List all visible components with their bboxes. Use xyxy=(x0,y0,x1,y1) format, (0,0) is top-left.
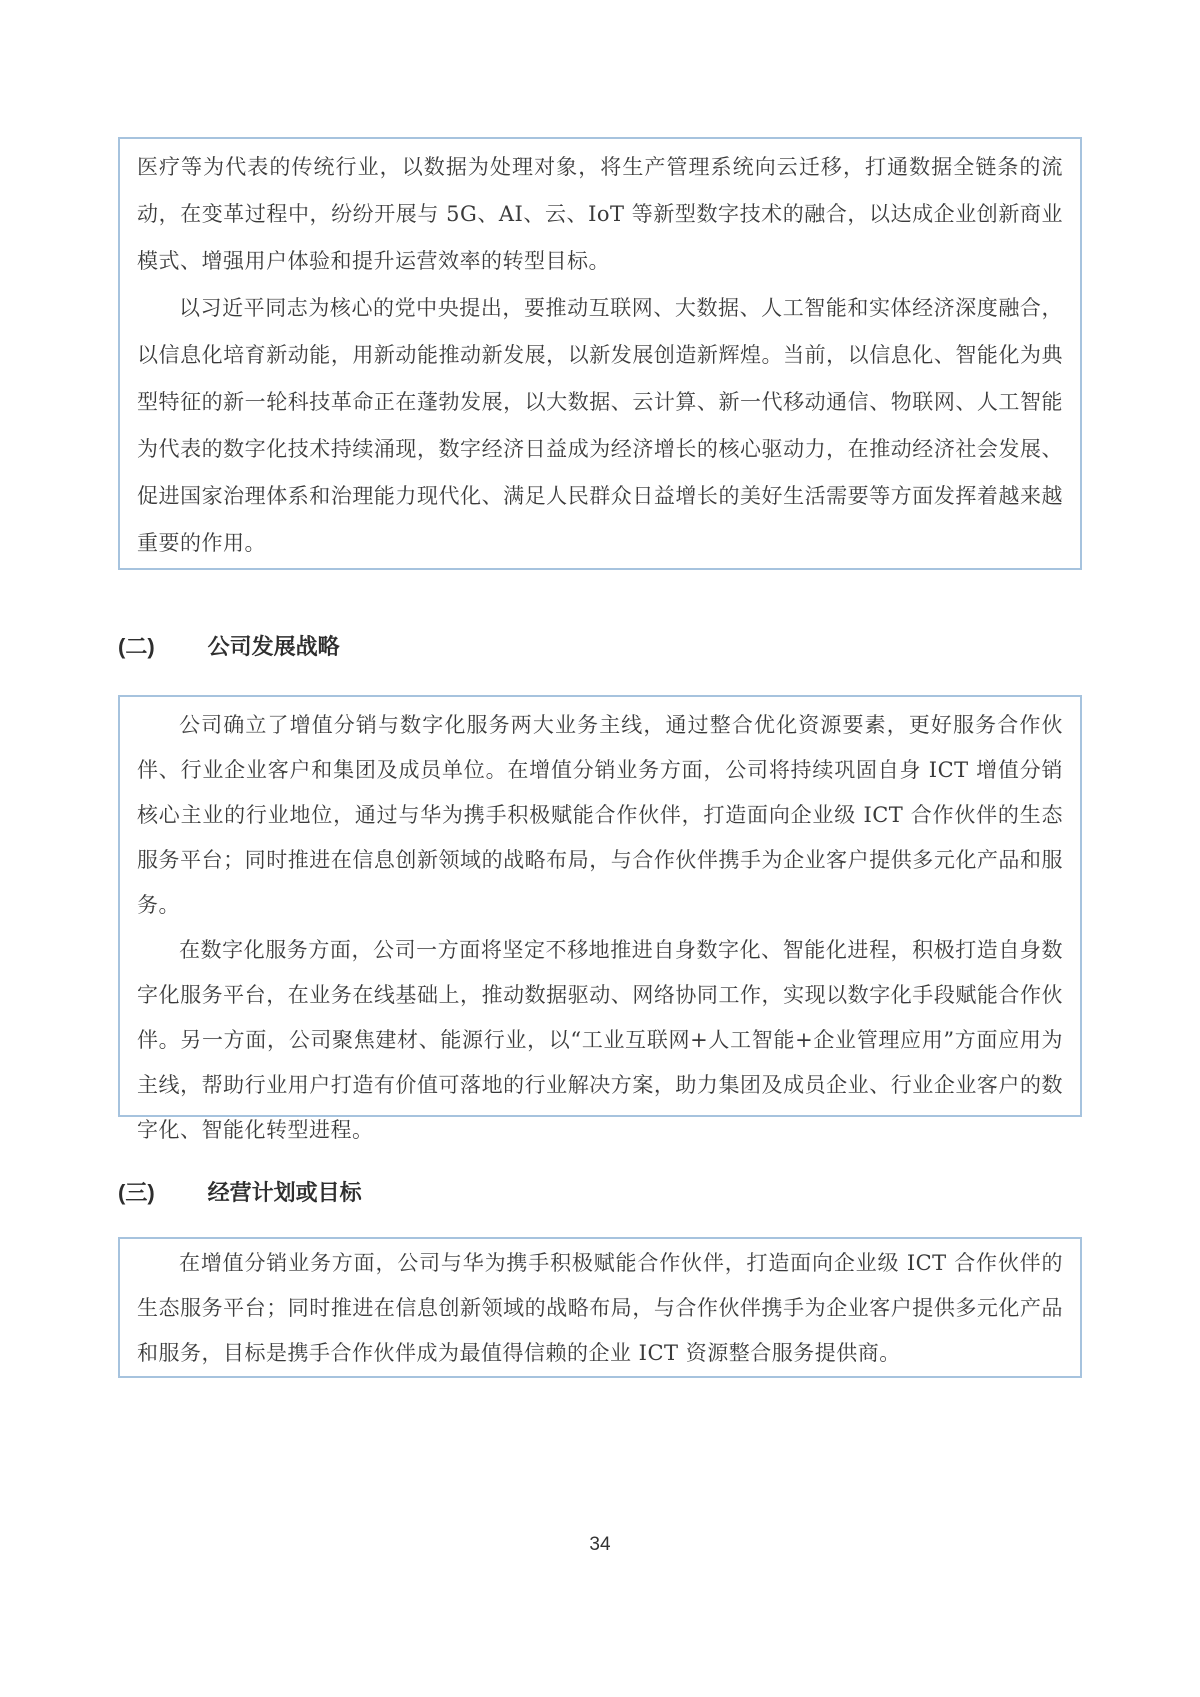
section-title: 经营计划或目标 xyxy=(207,1180,362,1205)
paragraph: 在数字化服务方面，公司一方面将坚定不移地推进自身数字化、智能化进程，积极打造自身数字化服务平台，在业务在线基础上，推动数据驱动、网络协同工作，实现以数字化手段赋能合作伙伴。另一方面，公司聚焦建材、能源行业，以“工业互联网+人工智能+企业管理应用”方面应用为主线，帮助行业用户打造有价值可落地的行业解决方案，助力集团及成员企业、行业企业客户的数字化、智能化转型进程。 xyxy=(137,938,1063,1142)
paragraph: 以习近平同志为核心的党中央提出，要推动互联网、大数据、人工智能和实体经济深度融合，以信息化培育新动能，用新动能推动新发展，以新发展创造新辉煌。当前，以信息化、智能化为典型特征的新一轮科技革命正在蓬勃发展，以大数据、云计算、新一代移动通信、物联网、人工智能为代表的数字化技术持续涌现，数字经济日益成为经济增长的核心驱动力，在推动经济社会发展、促进国家治理体系和治理能力现代化、满足人民群众日益增长的美好生活需要等方面发挥着越来越重要的作用。 xyxy=(137,296,1063,555)
page-number: 34 xyxy=(589,1534,611,1555)
text-box-business-goal xyxy=(118,1237,1082,1378)
paragraph: 公司确立了增值分销与数字化服务两大业务主线，通过整合优化资源要素，更好服务合作伙伴、行业企业客户和集团及成员单位。在增值分销业务方面，公司将持续巩固自身 ICT 增值分销核心主业的行业地位，通过与华为携手积极赋能合作伙伴，打造面向企业级 ICT 合作伙伴的生态服务平台；同时推进在信息创新领域的战略布局，与合作伙伴携手为企业客户提供多元化产品和服务。 xyxy=(137,713,1063,917)
section-heading-company-strategy xyxy=(118,630,340,661)
section-number: (二) xyxy=(118,634,155,659)
section-heading-business-plan xyxy=(118,1176,362,1207)
text-box-development-strategy xyxy=(118,695,1082,1142)
section-title: 公司发展战略 xyxy=(207,634,340,659)
paragraph: 在增值分销业务方面，公司与华为携手积极赋能合作伙伴，打造面向企业级 ICT 合作伙伴的生态服务平台；同时推进在信息创新领域的战略布局，与合作伙伴携手为企业客户提供多元化产品和服务，目标是携手合作伙伴成为最值得信赖的企业 ICT 资源整合服务提供商。 xyxy=(137,1251,1063,1365)
text-box-industry-digitalization xyxy=(118,137,1082,570)
paragraph: 医疗等为代表的传统行业，以数据为处理对象，将生产管理系统向云迁移，打通数据全链条的流动，在变革过程中，纷纷开展与 5G、AI、云、IoT 等新型数字技术的融合，以达成企业创新商业模式、增强用户体验和提升运营效率的转型目标。 xyxy=(137,155,1063,273)
section-number: (三) xyxy=(118,1180,155,1205)
